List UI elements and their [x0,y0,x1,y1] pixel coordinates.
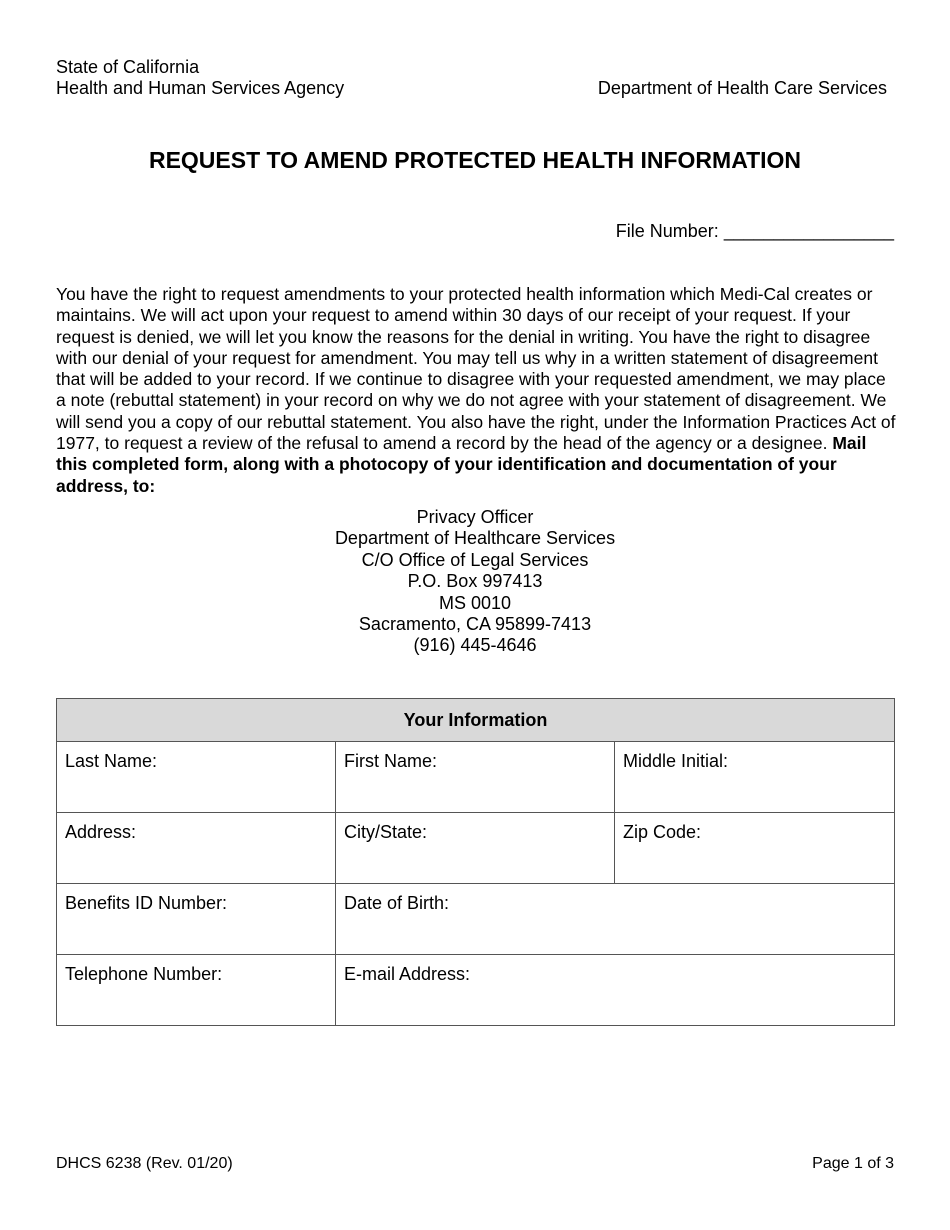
state-name: State of California [56,57,200,77]
telephone-label: Telephone Number: [65,964,223,984]
address-line-7: (916) 445-4646 [413,635,537,656]
mailing-instructions: Mail this completed form, along with a photocopy of your identification and documentation of your address, to: [56,433,867,496]
form-title: REQUEST TO AMEND PROTECTED HEALTH INFORMATION [148,147,802,173]
form-id: DHCS 6238 (Rev. 01/20) [56,1155,233,1172]
agency-name: Health and Human Services Agency [56,78,345,98]
mailing-address [0,507,950,657]
date-of-birth-field[interactable] [336,884,895,955]
first-name-label: First Name: [344,751,438,771]
agency-header [56,57,344,99]
your-information-heading: Your Information [57,699,895,742]
zip-code-label: Zip Code: [623,822,702,842]
telephone-field[interactable] [57,955,336,1026]
address-label: Address: [65,822,137,842]
last-name-field[interactable] [57,742,336,813]
file-number-label: File Number: [615,221,719,241]
department-name: Department of Health Care Services [597,78,887,98]
address-line-6: Sacramento, CA 95899-7413 [358,614,592,635]
address-line-3: C/O Office of Legal Services [361,549,589,570]
intro-paragraph [56,284,896,497]
address-line-4: P.O. Box 997413 [407,571,543,592]
last-name-label: Last Name: [65,751,158,771]
page-number: Page 1 of 3 [812,1155,894,1172]
file-number-field [616,221,894,242]
city-state-field[interactable] [336,813,615,884]
email-field[interactable] [336,955,895,1026]
address-line-5: MS 0010 [438,592,512,613]
address-line-1: Privacy Officer [416,507,534,527]
city-state-label: City/State: [344,822,428,842]
intro-text: You have the right to request amendments to your protected health information which Medi-Cal creates or maintains. We will act upon your request to amend within 30 days of our receipt of your request. If your request is denied, we will let you know the reasons for the denial in writing. You have the right to disagree with our denial of your request for amendment. You may tell us why in a written statement of disagreement that will be added to your record. If we continue to disagree with your requested amendment, we may place a note (rebuttal statement) in your record on why we do not agree with your statement of disagreement. We will send you a copy of our rebuttal statement. You also have the right, under the Information Practices Act of 1977, to request a review of the refusal to amend a record by the head of the agency or a designee. [56,284,896,454]
benefits-id-label: Benefits ID Number: [65,893,228,913]
first-name-field[interactable] [336,742,615,813]
zip-code-field[interactable] [615,813,895,884]
email-label: E-mail Address: [344,964,471,984]
date-of-birth-label: Date of Birth: [344,893,450,913]
address-line-2: Department of Healthcare Services [334,528,616,549]
address-field[interactable] [57,813,336,884]
benefits-id-field[interactable] [57,884,336,955]
file-number-blank[interactable]: _________________ [723,221,894,241]
middle-initial-label: Middle Initial: [623,751,729,771]
middle-initial-field[interactable] [615,742,895,813]
your-information-table [56,698,895,1026]
